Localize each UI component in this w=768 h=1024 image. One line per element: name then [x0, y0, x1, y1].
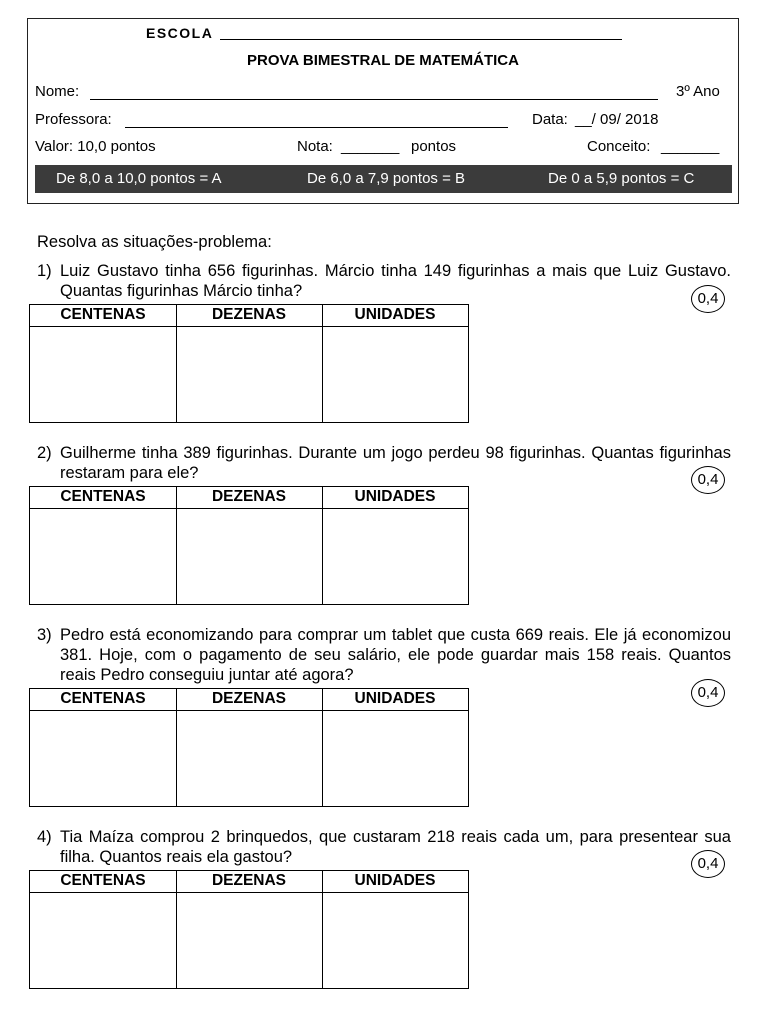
- col-header-centenas: CENTENAS: [60, 872, 146, 889]
- score-circle: 0,4: [691, 850, 725, 878]
- concept-blank[interactable]: _______: [661, 138, 720, 155]
- answer-grid-3[interactable]: [29, 688, 469, 807]
- grade-scale-bar: [35, 165, 732, 193]
- grade-scale-b: De 6,0 a 7,9 pontos = B: [307, 170, 466, 187]
- answer-grid-1[interactable]: [29, 304, 469, 423]
- score-circle: 0,4: [691, 285, 725, 313]
- answer-grid-2[interactable]: [29, 486, 469, 605]
- score-unit: pontos: [411, 138, 457, 155]
- teacher-blank-line[interactable]: [125, 127, 508, 128]
- question-text: Luiz Gustavo tinha 656 figurinhas. Márcio tinha 149 figurinhas a mais que Luiz Gustavo. Quantas figurinhas Márcio tinha?: [60, 262, 731, 300]
- question-3: [37, 625, 731, 685]
- school-blank-line[interactable]: [220, 39, 622, 40]
- question-text: Tia Maíza comprou 2 brinquedos, que custaram 218 reais cada um, para presentear sua filha. Quantos reais ela gastou?: [60, 828, 731, 866]
- question-number: 2): [37, 444, 52, 462]
- date-label: Data:: [532, 111, 568, 128]
- answer-grid-4[interactable]: [29, 870, 469, 989]
- col-header-centenas: CENTENAS: [60, 488, 146, 505]
- teacher-label: Professora:: [35, 111, 112, 128]
- score-label: Nota:: [297, 138, 333, 155]
- date-value: __/ 09/ 2018: [575, 111, 659, 128]
- question-text: Guilherme tinha 389 figurinhas. Durante um jogo perdeu 98 figurinhas. Quantas figurinhas restaram para ele?: [60, 444, 731, 482]
- question-4: [37, 827, 731, 867]
- concept-label: Conceito:: [587, 138, 651, 155]
- col-header-dezenas: DEZENAS: [211, 690, 287, 707]
- value-label: Valor: 10,0 pontos: [35, 138, 156, 155]
- name-label: Nome:: [35, 83, 80, 100]
- col-header-centenas: CENTENAS: [60, 306, 146, 323]
- col-header-dezenas: DEZENAS: [211, 872, 287, 889]
- col-header-unidades: UNIDADES: [354, 306, 436, 323]
- question-1: [37, 261, 731, 301]
- exam-header: [27, 18, 739, 204]
- question-number: 4): [37, 828, 52, 846]
- col-header-unidades: UNIDADES: [354, 690, 436, 707]
- grade-scale-a: De 8,0 a 10,0 pontos = A: [56, 170, 222, 187]
- col-header-unidades: UNIDADES: [354, 872, 436, 889]
- instructions: Resolva as situações-problema:: [37, 233, 272, 251]
- exam-title: PROVA BIMESTRAL DE MATEMÁTICA: [247, 52, 519, 69]
- school-label: ESCOLA: [146, 25, 214, 41]
- score-circle: 0,4: [691, 679, 725, 707]
- col-header-dezenas: DEZENAS: [211, 306, 287, 323]
- grade-level: 3º Ano: [676, 83, 720, 100]
- name-blank-line[interactable]: [90, 99, 658, 100]
- col-header-dezenas: DEZENAS: [211, 488, 287, 505]
- score-blank[interactable]: _______: [341, 138, 400, 155]
- col-header-centenas: CENTENAS: [60, 690, 146, 707]
- score-circle: 0,4: [691, 466, 725, 494]
- question-number: 1): [37, 262, 52, 280]
- question-text: Pedro está economizando para comprar um tablet que custa 669 reais. Ele já economizou 381. Hoje, com o pagamento de seu salário, ele pode guardar mais 158 reais. Quantos reais Pedro conseguiu juntar até agora?: [60, 626, 731, 684]
- col-header-unidades: UNIDADES: [354, 488, 436, 505]
- question-number: 3): [37, 626, 52, 644]
- question-2: [37, 443, 731, 483]
- grade-scale-c: De 0 a 5,9 pontos = C: [548, 170, 695, 187]
